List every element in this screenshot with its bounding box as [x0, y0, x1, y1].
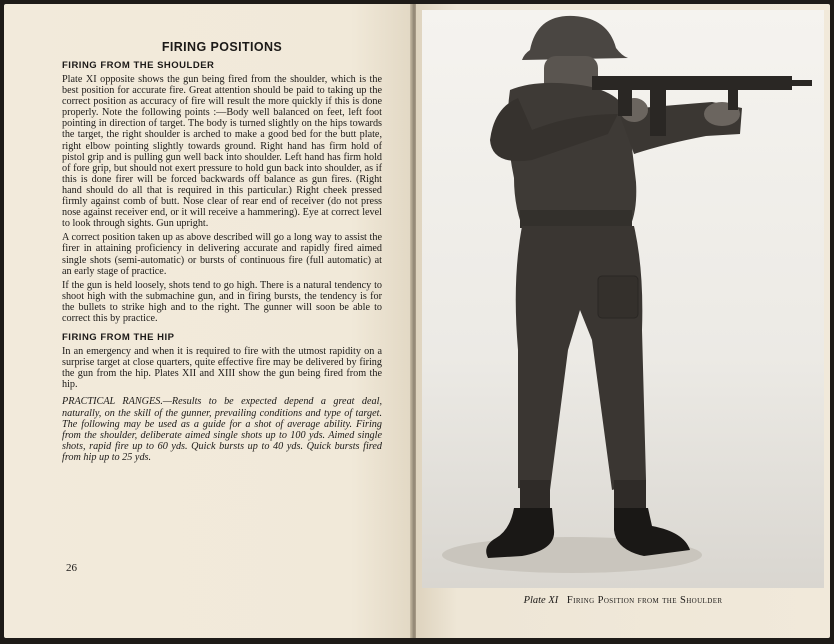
paragraph-shoulder-1: Plate XI opposite shows the gun being fired from the shoulder, which is the best position for accurate fire. Great attention should be paid to taking up the correct position as accuracy of fire will result the more quickly if this is done properly. Note the following points :—Body well balanced on feet, left foot pointing in direction of target. The body is turned slightly on the hips towards the target, the right shoulder is arched to make a good bed for the butt plate, right elbow pointing slightly towards ground. Right hand has firm hold of pistol grip and is pulling gun well back into shoulder. Left hand has firm hold of fore grip, but should not exert pressure to hold gun back into shoulder, as if this is done firer will be forced backwards off balance as gun fires. (Right hand should do all that is required in this particular.) Right cheek pressed firmly against comb of butt. Nose clear of rear end of receiver (do not press nose against receiver end, or it will receive a hammering). Eye at correct level to look through sights. Gun upright.	[62, 74, 382, 230]
paragraph-shoulder-3: If the gun is held loosely, shots tend to go high. There is a natural tendency to shoot high with the submachine gun, and in firing bursts, the tendency is for the bullets to strike high and to the right. The gunner will soon be able to correct this by practice.	[62, 279, 382, 324]
paragraph-shoulder-2: A correct position taken up as above described will go a long way to assist the firer in attaining proficiency in delivering accurate and rapidly fired aimed single shots (semi-automatic) or bursts of continuous fire (full automatic) at an early stage of practice.	[62, 232, 382, 277]
pistol-grip	[618, 90, 632, 116]
section-heading-hip: FIRING FROM THE HIP	[62, 332, 175, 344]
plate-caption	[416, 595, 830, 606]
trousers	[516, 226, 646, 490]
section-heading-shoulder: FIRING FROM THE SHOULDER	[62, 60, 215, 71]
plate-title: Firing Position from the Shoulder	[566, 595, 723, 606]
right-page	[416, 4, 830, 638]
belt	[520, 210, 632, 228]
paragraph-practical-ranges: PRACTICAL RANGES.—Results to be expected depend a great deal, naturally, on the skill of the gunner, prevailing conditions and type of target. The following may be used as a guide for a shot of average ability. Firing from the shoulder, deliberate aimed single shots up to 100 yds. Aimed single shots, rapid fire up to 60 yds. Quick bursts up to 40 yds. Quick bursts fired from hip up to 25 yds.	[62, 396, 382, 463]
paragraph-hip: In an emergency and when it is required to fire with the utmost rapidity on a surprise target at close quarters, quite effective fire may be delivered by firing the gun from the hip. Plates XII and XIII show the gun being fired from the hip.	[62, 346, 382, 391]
gun-barrel	[722, 80, 812, 86]
plate-photograph	[422, 10, 824, 588]
page-number: 26	[66, 562, 77, 574]
page-title: FIRING POSITIONS	[161, 40, 283, 54]
left-page-text	[62, 40, 382, 466]
fore-grip	[728, 90, 738, 110]
right-gaiter	[614, 480, 646, 510]
gun-magazine	[650, 90, 666, 136]
plate-number: Plate XI	[523, 595, 559, 606]
left-gaiter	[520, 480, 550, 510]
helmet	[522, 16, 628, 60]
left-page	[4, 4, 412, 638]
trouser-pocket	[598, 276, 638, 318]
soldier-figure	[422, 10, 824, 588]
